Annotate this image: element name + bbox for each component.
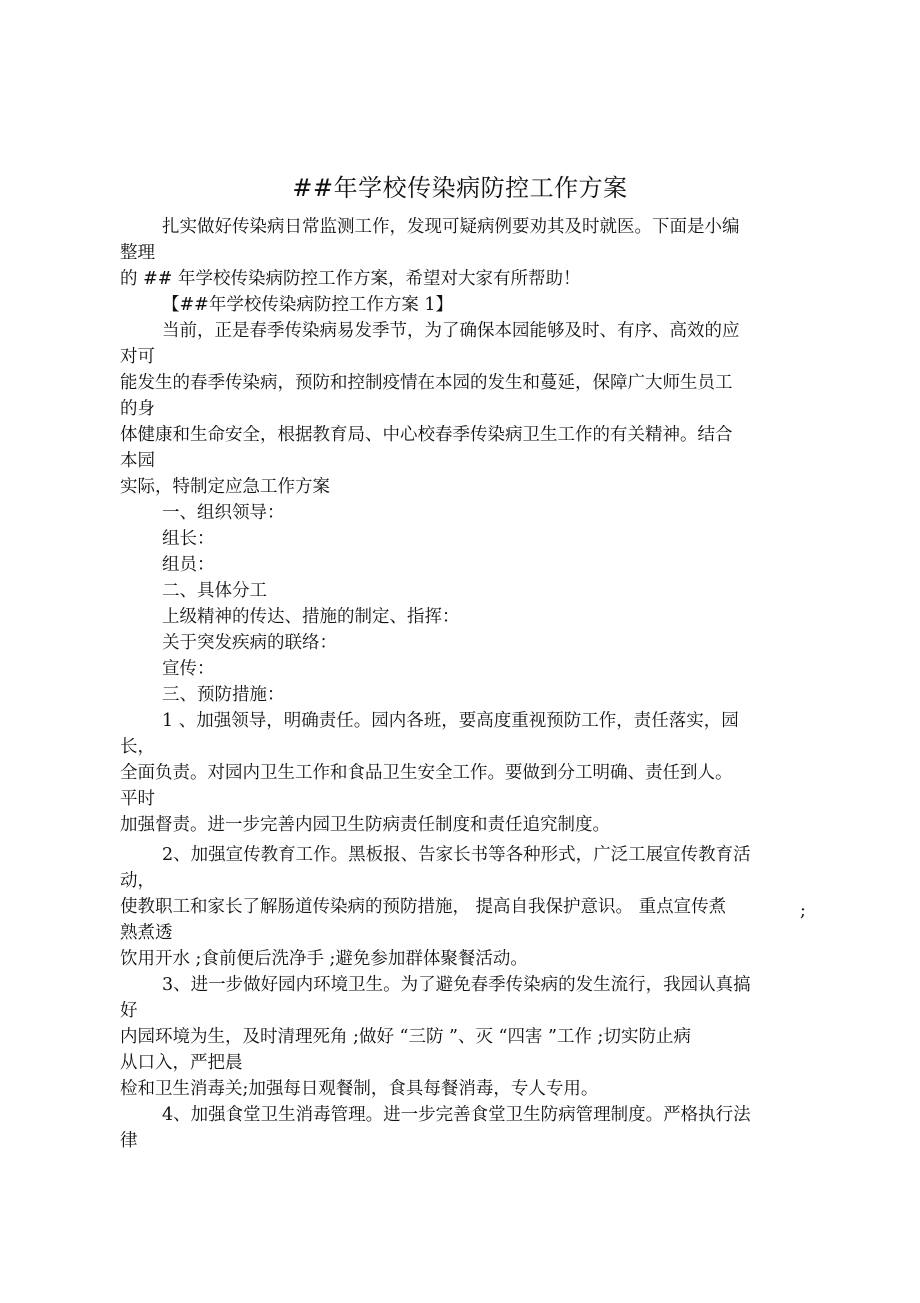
paragraph-line: 宣传： bbox=[162, 659, 215, 679]
paragraph-line: 实际，特制定应急工作方案 bbox=[120, 477, 330, 497]
section-heading: 一、组织领导： bbox=[162, 503, 285, 523]
paragraph-line: 的身 bbox=[120, 399, 155, 419]
paragraph-line: 能发生的春季传染病，预防和控制疫情在本园的发生和蔓延，保障广大师生员工 bbox=[120, 373, 733, 393]
paragraph-line: 检和卫生消毒关;加强每日观餐制，食具每餐消毒，专人专用。 bbox=[120, 1079, 599, 1099]
trailing-semicolon: ; bbox=[800, 901, 806, 921]
document-title: ##年学校传染病防控工作方案 bbox=[292, 174, 628, 202]
paragraph-line: 本园 bbox=[120, 451, 155, 471]
paragraph-line: 使教职工和家长了解肠道传染病的预防措施， 提高自我保护意识。 重点宣传煮 bbox=[120, 897, 727, 917]
paragraph-line: 当前，正是春季传染病易发季节，为了确保本园能够及时、有序、高效的应 bbox=[162, 321, 740, 341]
paragraph-line: 1 、加强领导，明确责任。园内各班，要高度重视预防工作，责任落实，园 bbox=[162, 711, 739, 731]
paragraph-line: 4、加强食堂卫生消毒管理。进一步完善食堂卫生防病管理制度。严格执行法 bbox=[162, 1105, 751, 1125]
paragraph-line: 3、进一步做好园内环境卫生。为了避免春季传染病的发生流行，我园认真搞 bbox=[162, 975, 751, 995]
paragraph-line: 的 ## 年学校传染病防控工作方案，希望对大家有所帮助！ bbox=[120, 269, 581, 289]
paragraph-line: 2、加强宣传教育工作。黑板报、告家长书等各种形式，广泛工展宣传教育活 bbox=[162, 845, 751, 865]
paragraph-line: 熟煮透 bbox=[120, 923, 173, 943]
paragraph-line: 全面负责。对园内卫生工作和食品卫生安全工作。要做到分工明确、责任到人。 bbox=[120, 763, 733, 783]
paragraph-line: 律 bbox=[120, 1131, 138, 1151]
paragraph-line: 对可 bbox=[120, 347, 155, 367]
section-heading: 二、具体分工 bbox=[162, 581, 267, 601]
paragraph-line: 好 bbox=[120, 1001, 138, 1021]
paragraph-line: 组员： bbox=[162, 555, 215, 575]
paragraph-line: 从口入，严把晨 bbox=[120, 1053, 243, 1073]
paragraph-line: 长， bbox=[120, 737, 155, 757]
paragraph-line: 平时 bbox=[120, 789, 155, 809]
paragraph-line: 关于突发疾病的联络： bbox=[162, 633, 337, 653]
section-heading: 三、预防措施： bbox=[162, 685, 285, 705]
paragraph-line: 整理 bbox=[120, 243, 155, 263]
paragraph-line: 扎实做好传染病日常监测工作，发现可疑病例要劝其及时就医。下面是小编 bbox=[162, 217, 740, 237]
paragraph-line: 体健康和生命安全，根据教育局、中心校春季传染病卫生工作的有关精神。结合 bbox=[120, 425, 733, 445]
paragraph-line: 动， bbox=[120, 871, 155, 891]
paragraph-line: 饮用开水 ;食前便后洗净手 ;避免参加群体聚餐活动。 bbox=[120, 949, 528, 969]
paragraph-line: 上级精神的传达、措施的制定、指挥： bbox=[162, 607, 460, 627]
section-heading: 【##年学校传染病防控工作方案 1】 bbox=[162, 295, 454, 315]
paragraph-line: 组长： bbox=[162, 529, 215, 549]
paragraph-line: 内园环境为生，及时清理死角 ;做好 “三防 ”、灭 “四害 ”工作 ;切实防止病 bbox=[120, 1027, 691, 1047]
paragraph-line: 加强督责。进一步完善内园卫生防病责任制度和责任追究制度。 bbox=[120, 815, 610, 835]
